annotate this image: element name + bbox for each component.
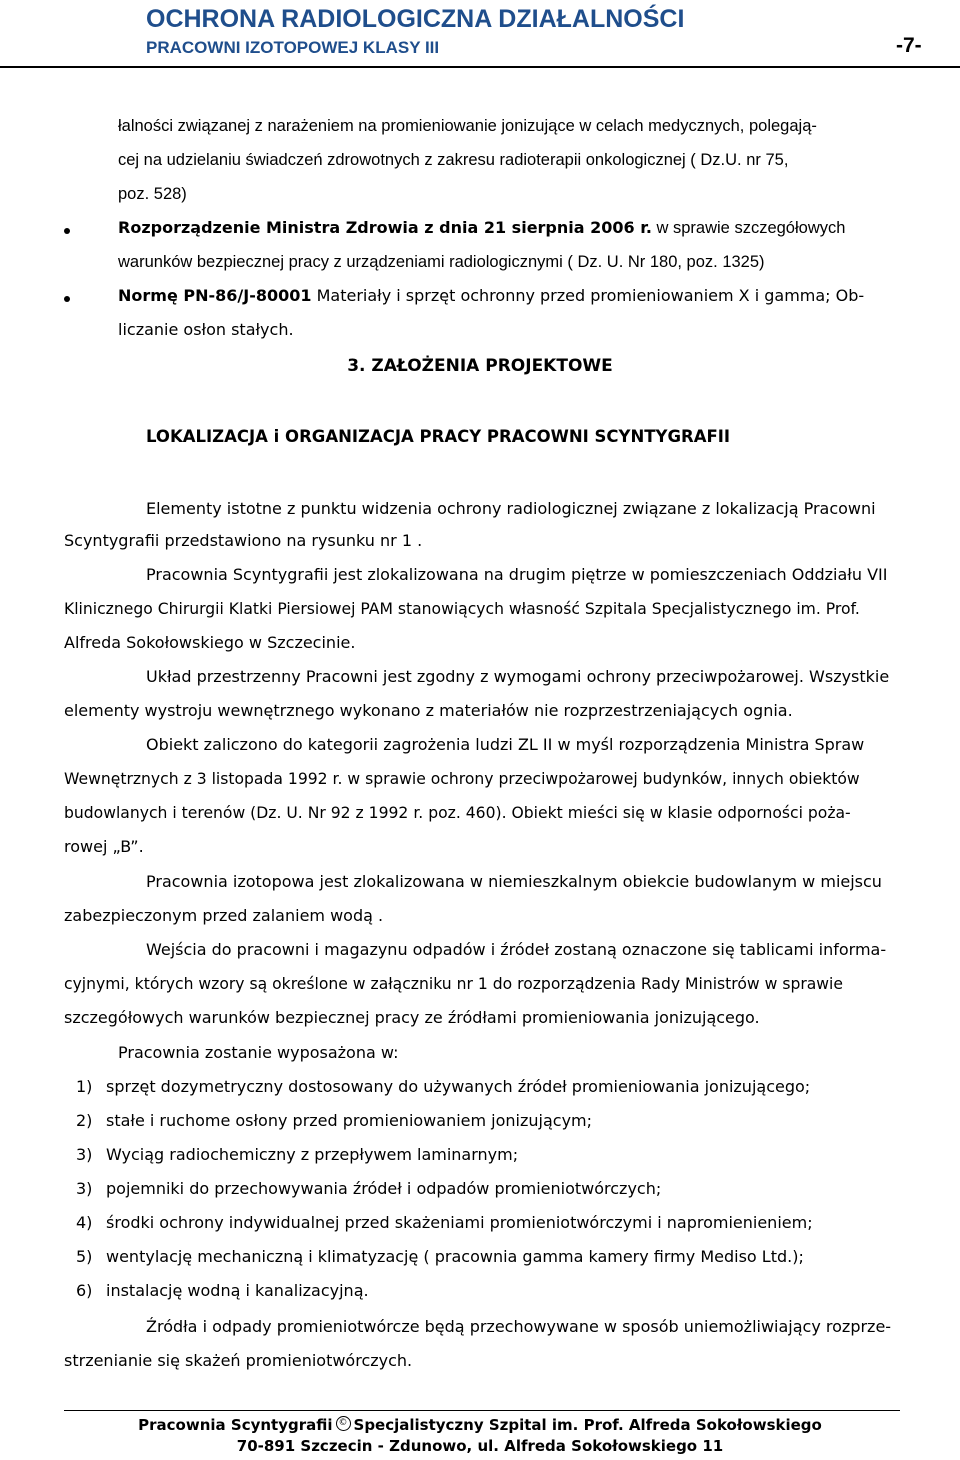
equipment-num-2: 2) [76, 1111, 93, 1130]
paragraph-3-line-1: Układ przestrzenny Pracowni jest zgodny z wymogami ochrony przeciwpożarowej. Wszystkie [146, 667, 890, 686]
footer-lab-name: Pracownia Scyntygrafii [138, 1416, 333, 1434]
footer-rule [64, 1410, 900, 1411]
paragraph-4-line-4: rowej „B”. [64, 837, 144, 856]
equipment-num-3: 3) [76, 1145, 93, 1164]
equipment-num-7: 6) [76, 1281, 93, 1300]
equipment-item-6: wentylację mechaniczną i klimatyzację ( pracownia gamma kamery firmy Mediso Ltd.); [106, 1247, 804, 1266]
bullet-icon [64, 296, 70, 302]
copyright-icon: © [336, 1416, 351, 1431]
paragraph-6-line-2: cyjnymi, których wzory są określone w załączniku nr 1 do rozporządzenia Rady Ministrów w sprawie [64, 975, 843, 993]
equipment-num-1: 1) [76, 1077, 93, 1096]
section-heading: 3. ZAŁOŻENIA PROJEKTOWE [347, 356, 613, 376]
paragraph-6-line-1: Wejścia do pracowni i magazynu odpadów i źródeł zostaną oznaczone się tablicami informa- [146, 940, 887, 959]
equipment-num-5: 4) [76, 1213, 93, 1232]
list-item-norm [118, 285, 864, 307]
paragraph-7-line-1: Źródła i odpady promieniotwórcze będą przechowywane w sposób uniemożliwiający rozprze- [146, 1317, 892, 1336]
paragraph-4-line-2: Wewnętrznych z 3 listopada 1992 r. w sprawie ochrony przeciwpożarowej budynków, innych obiektów [64, 770, 860, 788]
norm-title: Normę PN-86/J-80001 [118, 286, 312, 305]
paragraph-4-line-3: budowlanych i terenów (Dz. U. Nr 92 z 1992 r. poz. 460). Obiekt mieści się w klasie odporności poża- [64, 804, 851, 822]
header-subtitle: PRACOWNI IZOTOPOWEJ KLASY III [146, 38, 440, 57]
section-subheading: LOKALIZACJA i ORGANIZACJA PRACY PRACOWNI SCYNTYGRAFII [146, 427, 731, 446]
header-rule [0, 66, 960, 68]
footer-address: 70-891 Szczecin - Zdunowo, ul. Alfreda Sokołowskiego 11 [236, 1437, 724, 1455]
list-continuation-line-3: poz. 528) [118, 185, 187, 203]
bullet-icon [64, 228, 70, 234]
norm-rest: Materiały i sprzęt ochronny przed promieniowaniem X i gamma; Ob- [311, 286, 865, 305]
equipment-num-4: 3) [76, 1179, 93, 1198]
list-continuation-line-1: łalności związanej z narażeniem na promieniowanie jonizujące w celach medycznych, polegają- [118, 117, 817, 135]
paragraph-2-line-1: Pracownia Scyntygrafii jest zlokalizowana na drugim piętrze w pomieszczeniach Oddziału VII [146, 565, 888, 584]
list-continuation-line-2: cej na udzielaniu świadczeń zdrowotnych z zakresu radioterapii onkologicznej ( Dz.U. nr 75, [118, 151, 789, 169]
regulation-title: Rozporządzenie Ministra Zdrowia z dnia 21 sierpnia 2006 r. [118, 218, 652, 237]
paragraph-1-line-2: Scyntygrafii przedstawiono na rysunku nr 1 . [64, 531, 423, 550]
paragraph-2-line-2: Klinicznego Chirurgii Klatki Piersiowej PAM stanowiących własność Szpitala Specjalistycznego im. Prof. [64, 600, 860, 618]
equipment-num-6: 5) [76, 1247, 93, 1266]
norm-line-2: liczanie osłon stałych. [118, 320, 294, 339]
paragraph-4-line-1: Obiekt zaliczono do kategorii zagrożenia ludzi ZL II w myśl rozporządzenia Ministra Spraw [146, 735, 865, 754]
equipment-item-5: środki ochrony indywidualnej przed skażeniami promieniotwórczymi i napromienieniem; [106, 1213, 813, 1232]
footer-hospital-name: Specjalistyczny Szpital im. Prof. Alfreda Sokołowskiego [353, 1416, 822, 1434]
regulation-line-2: warunków bezpiecznej pracy z urządzeniami radiologicznymi ( Dz. U. Nr 180, poz. 1325) [118, 253, 765, 271]
paragraph-5-line-1: Pracownia izotopowa jest zlokalizowana w niemieszkalnym obiekcie budowlanym w miejscu [146, 872, 882, 891]
equipment-item-1: sprzęt dozymetryczny dostosowany do używanych źródeł promieniowania jonizującego; [106, 1077, 811, 1096]
header-title: OCHRONA RADIOLOGICZNA DZIAŁALNOŚCI [146, 5, 685, 33]
paragraph-1-line-1: Elementy istotne z punktu widzenia ochrony radiologicznej związane z lokalizacją Pracowni [146, 499, 876, 518]
equipment-item-3: Wyciąg radiochemiczny z przepływem laminarnym; [106, 1145, 519, 1164]
list-item-regulation [118, 217, 845, 239]
equipment-intro: Pracownia zostanie wyposażona w: [118, 1043, 399, 1062]
paragraph-3-line-2: elementy wystroju wewnętrznego wykonano z materiałów nie rozprzestrzeniających ognia. [64, 701, 793, 720]
footer-line-1 [0, 1416, 960, 1434]
paragraph-6-line-3: szczegółowych warunków bezpiecznej pracy ze źródłami promieniowania jonizującego. [64, 1008, 760, 1027]
equipment-item-4: pojemniki do przechowywania źródeł i odpadów promieniotwórczych; [106, 1179, 662, 1198]
page-number: -7- [896, 34, 922, 57]
paragraph-2-line-3: Alfreda Sokołowskiego w Szczecinie. [64, 633, 356, 652]
regulation-rest: w sprawie szczegółowych [651, 219, 846, 237]
equipment-item-2: stałe i ruchome osłony przed promieniowaniem jonizującym; [106, 1111, 593, 1130]
paragraph-5-line-2: zabezpieczonym przed zalaniem wodą . [64, 906, 384, 925]
paragraph-7-line-2: strzenianie się skażeń promieniotwórczych. [64, 1351, 413, 1370]
equipment-item-7: instalację wodną i kanalizacyjną. [106, 1281, 369, 1300]
